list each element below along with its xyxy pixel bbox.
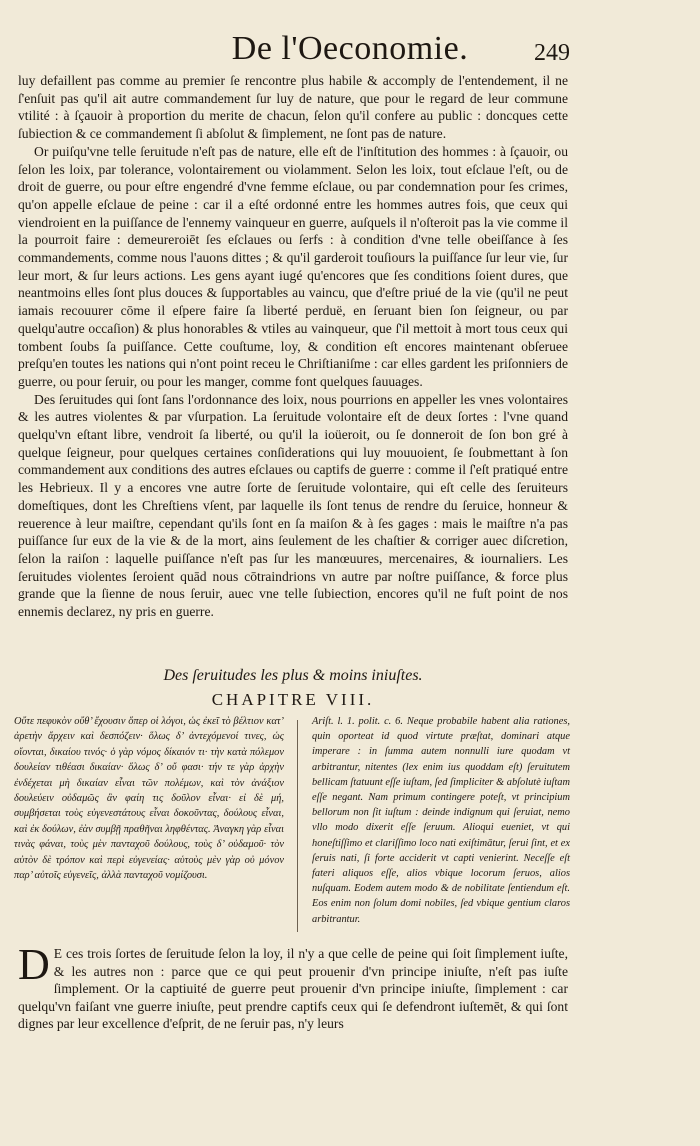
running-title: De l'Oeconomie. [231, 30, 469, 67]
quotation-columns [14, 714, 570, 946]
main-text [18, 72, 568, 621]
latin-text: Neque probabile habent alia rationes, quin oporteat id quod virtute præſtat, dominari atque imperare : in ſumma autem nonnulli iure quodam vt arbitrantur, nitentes (lex enim ius quoddam eſt) ſeruitutem bellicam ſtatuunt eſſe iuſtam, ſed ſimpliciter & abſolutè iuſtam eſſe negant. Nam primum contingere poteſt, vt principium bellorum non ſit iuſtum : deinde indignum qui ſeruiat, nemo vllo modo dixerit eſſe ſeruum. Alioqui eueniet, vt qui honeſtiſſimo et clariſſimo loco nati exiſtimātur, ſerui ſint, et ex ſeruis nati, ſi forte acciderit vt capti venierint. Neceſſe eſt fateri aliquos eſſe, alios vbique locorum ſeruos, alios nuſquam. Eodem autem modo & de nobilitate ſentiendum eſt. Eos enim non ſolum domi nobiles, ſed vbique gentium claros arbitrantur. [312, 716, 570, 925]
column-divider [297, 720, 298, 932]
page-header [0, 28, 700, 72]
greek-quotation: Οὔτε πεφυκὸν οὔθ’ ἔχουσιν ὅπερ οἱ λόγοι, ὡς ἐκεῖ τὸ βέλτιον κατ’ ἀρετὴν ἄρχειν καὶ δεσπόζειν· ὅλως δ’ ἀντεχόμενοί τινες, ὡς οἴονται, δικαίου τινός· ὁ γὰρ νόμος δίκαιόν τι· τὴν κατὰ πόλεμον δουλείαν τιθέασι δικαίαν· ὅλως δ’ οὔ φασι· τήν τε γὰρ ἀρχὴν ἐνδέχεται μὴ δικαίαν εἶναι τῶν πολέμων, καὶ τὸν ἀνάξιον δουλεύειν οὐδαμῶς ἂν φαίη τις δοῦλον εἶναι· εἰ δὲ μή, συμβήσεται τοὺς εὐγενεστάτους εἶναι δοκοῦντας, δούλους εἶναι, καὶ ἐκ δούλων, ἐὰν συμβῇ πραθῆναι ληφθέντας. Ἀναγκη γὰρ εἶναι τινὰς φάναι, τοὺς μὲν πανταχοῦ δούλους, τοὺς δ’ οὐδαμοῦ· τὸν αὐτὸν δὲ τρόπον καὶ περὶ εὐγενείας· αὑτοὺς μὲν γὰρ οὐ μόνον παρ’ αὐτοῖς εὐγενεῖς, ἀλλὰ πανταχοῦ νομίζουσι. [14, 716, 284, 882]
paragraph-2: Or puiſqu'vne telle ſeruitude n'eſt pas de nature, elle eſt de l'inſtitution des hommes : à ſçauoir, ou ſelon les loix, par tolerance, volontairement ou violamment. Selon les loix, tout eſclaue l'eſt, ou de droit de guerre, ou pour eſtre engendré d'vne femme eſclaue, ou par condemnation pour ſes crimes, qu'on appelle eſclaue de peine : car il a eſté ordonné entre les hommes autres fois, que ceux qui viendroient en la puiſſance de l'ennemy vainqueur en guerre, auſquels il n'oſteroit pas la vie comme il la pourroit faire : demeureroiēt ſes eſclaues ou ſerfs : à condition d'vne telle obeiſſance à ſes commandements, comme nous l'auons dittes ; & qu'il garderoit touſiours la puiſſance ſur leur vie, ſur leur mort, & ſur leurs actions. Les gens ayant iugé qu'encores que ſes conditions ſoient dures, que neantmoins elles ſont plus douces & ſupportables au vaincu, que d'eſtre priué de la vie (qu'il ne peut iamais recouurer cōme il eſpere faire ſa liberté perduë, en ſeruant bien ſon ſeigneur, ou par quelqu'autre occaſion) & plus honorables & vtiles au vainqueur, que ſ'il mettoit à mort tous ceux qui tombent ſoubs ſa puiſſance. Cette couſtume, loy, & condition eſt encores maintenant obſeruee preſqu'en toutes les nations qui n'ont point receu le Chriſtianiſme : car elles gardent les priſonniers de guerre, ou pour ſeruir, ou pour les manger, comme font quelques ſauuages. [18, 143, 568, 389]
paragraph-1: luy defaillent pas comme au premier ſe rencontre plus habile & accomply de l'entendement, il ne ſ'enſuit pas qu'il ait autre commandement ſur luy de nature, que pour le regard de leur commune vtilité : à ſçauoir à proportion du merite de chacun, ſelon qu'il confere au public : doncques cette ſubiection & ce commandement ſi abſolut & ſimplement, ne ſont pas de nature. [18, 73, 568, 142]
closing-paragraph [18, 940, 568, 1033]
chapter-title: CHAPITRE VIII. [211, 690, 375, 709]
latin-reference: Ariſt. l. 1. polit. c. 6. [312, 716, 403, 727]
drop-cap: D [18, 940, 50, 989]
paragraph-3: Des ſeruitudes qui ſont ſans l'ordonnance des loix, nous pourrions en appeller les vnes volontaires & les autres violentes & par vſurpation. La ſeruitude volontaire eſt de deux ſortes : l'vne quand quelqu'vn eſtant libre, vendroit ſa liberté, ou qu'il la ioüeroit, ou ſe donneroit de ſon bon gré à quelque ſeigneur, pour quelques certaines conſiderations qui luy mouuoient, ſe ſoubmettant à ſon commandement aux conditions des autres eſclaues ou captifs de guerre : comme il ſ'eſt pratiqué entre les Hebrieux. Il y a encores vne autre ſorte de ſeruitude volontaire, qui eſt celle des ſeruiteurs domeſtiques, dont les Chreſtiens vſent, par laquelle ils ſont tenus de rendre du ſeruice, honneur & reuerence à leur maiſtre, cependant qu'ils ſont en ſa maiſon & à ſes gages : mais le maiſtre n'a pas puiſſance ſur eux de la vie & de la mort, ains ſeulement de les chaſtier & corriger auec diſcretion, ſelon la raiſon : laquelle puiſſance n'eſt pas ſur les manœuures, mercenaires, & iournaliers. Les ſeruitudes violentes ſeroient quād nous cōtraindrions vn autre par noſtre puiſſance, & force plus grande que la ſienne de nous ſeruir, auec vne telle ſubiection, encores qu'il ne fuſt point de nos ennemis declarez, ny pris en guerre. [18, 391, 568, 620]
latin-quotation [312, 714, 570, 927]
page-number: 249 [534, 40, 570, 66]
closing-text: E ces trois ſortes de ſeruitude ſelon la loy, il n'y a que celle de peine qui ſoit ſimplement iuſte, & les autres non : parce que ce qui peut prouenir d'vn principe iniuſte, n'eſt pas iuſte ſimplement. Or la captiuité de guerre peut prouenir d'vn principe iniuſte, ſimplement : car quelqu'vn faiſant vne guerre iniuſte, peut prendre captifs ceux qui ſe defendront iuſtemēt, & qui ſont dignes par leur excellence d'eſprit, de ne ſeruir pas, n'y leurs [18, 946, 568, 1032]
section-heading: Des ſeruitudes les plus & moins iniuſtes. [163, 667, 423, 684]
